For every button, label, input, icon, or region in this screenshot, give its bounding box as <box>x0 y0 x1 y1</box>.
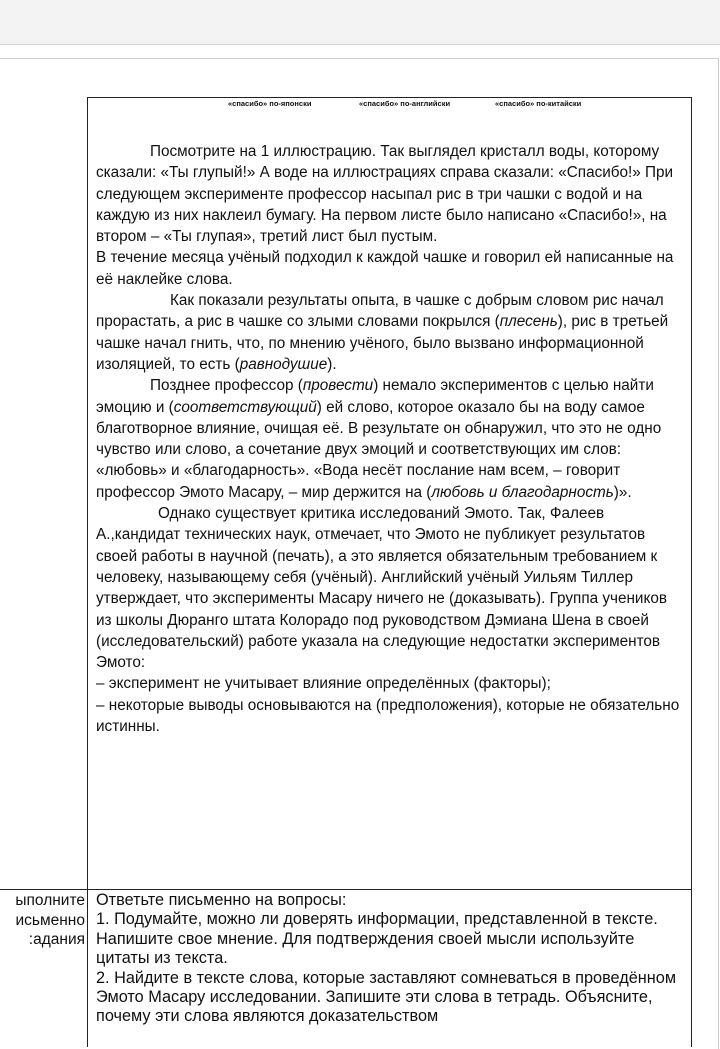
paragraph-1: Посмотрите на 1 иллюстрацию. Так выглядел кристалл воды, которому сказали: «Ты глупый!» А воде на иллюстрациях справа сказали: «Спасибо!» При следующем эксперименте профессор насыпал рис в три чашки с водой и на каждую из них наклеил бумагу. На первом листе было написано «Спасибо!», на втором – «Ты глупая», третий лист был пустым. <box>96 143 674 246</box>
paragraph-7: – некоторые выводы основываются на (предположения), которые не обязательно истинны. <box>96 696 680 736</box>
gap-word-indifference: равнодушие <box>239 355 328 373</box>
gap-word-corresponding: соответствующий <box>173 398 317 416</box>
paragraph-3 <box>96 290 686 375</box>
task-label-line: ыполните <box>15 892 85 909</box>
questions-cell <box>96 891 688 1027</box>
question-1: 1. Подумайте, можно ли доверять информации, представленной в тексте. Напишите свое мнение. Для подтверждения своей мысли используйте цитаты из текста. <box>96 910 658 968</box>
gap-word-mold: плесень <box>499 313 558 331</box>
table-border-left <box>87 97 88 1047</box>
text-span: ) немало экспериментов с целью найти эмоцию и ( <box>96 377 654 416</box>
caption-english: «спасибо» по-английски <box>359 99 451 108</box>
text-span: ) ей слово, которое оказало бы на воду самое благотворное влияние, очищая её. В результате он обнаружил, что это не одно чувство или слово, а сочетание двух эмоций и соответствующих им слов: «любовь» и «благодарность». «Вода несёт послание нам всем, – говорит профессор Эмото Масару, – мир держится на ( <box>96 398 662 501</box>
caption-japanese: «спасибо» по-японски <box>228 99 312 108</box>
questions-header: Ответьте письменно на вопросы: <box>96 891 347 909</box>
top-toolbar-area <box>0 0 720 45</box>
task-label-line: адания: <box>28 931 85 948</box>
gap-word-love-gratitude: любовь и благодарность <box>431 483 614 501</box>
task-label-line: исьменно <box>15 911 85 929</box>
illustration-captions <box>88 99 691 113</box>
text-span: ). <box>327 355 337 373</box>
paragraph-5: Однако существует критика исследований Эмото. Так, Фалеев А.,кандидат технических наук, отмечает, что Эмото не публикует результатов своей работы в научной (печать), а это является обязательным требованием к человеку, называющему себя (учёный). Английский учёный Уильям Тиллер утверждает, что эксперименты Масару ничего не (доказывать). Группа учеников из школы Дюранго штата Колорадо под руководством Дэмиана Шена в своей (исследовательский) работе указала на следующие недостатки экспериментов Эмото: <box>96 505 667 672</box>
main-text <box>96 141 686 737</box>
caption-chinese: «спасибо» по-китайски <box>495 99 582 108</box>
paragraph-2: В течение месяца учёный подходил к каждой чашке и говорил ей написанные на её наклейке слова. <box>96 249 674 288</box>
question-2: 2. Найдите в тексте слова, которые заставляют сомневаться в проведённом Эмото Масару исследовании. Запишите эти слова в тетрадь. Объясните, почему эти слова являются доказательством <box>96 968 677 1026</box>
table-border-top <box>87 97 692 98</box>
paragraph-6: – эксперимент не учитывает влияние определённых (факторы); <box>96 675 551 693</box>
table-border-right <box>691 97 692 1047</box>
gap-word-conduct: провести <box>302 377 374 395</box>
text-span: ), рис в третьей чашке начал гнить, что, по мнению учёного, было вызвано информационной изоляцией, то есть ( <box>96 313 669 373</box>
paragraph-4 <box>96 375 686 503</box>
table-row-divider <box>0 889 692 890</box>
task-label-cell <box>0 891 85 950</box>
text-span: )». <box>613 483 632 501</box>
text-span: Позднее профессор ( <box>150 377 303 395</box>
text-span: Как показали результаты опыта, в чашке с добрым словом рис начал прорастать, а рис в чашке со злыми словами покрылся ( <box>96 292 664 331</box>
